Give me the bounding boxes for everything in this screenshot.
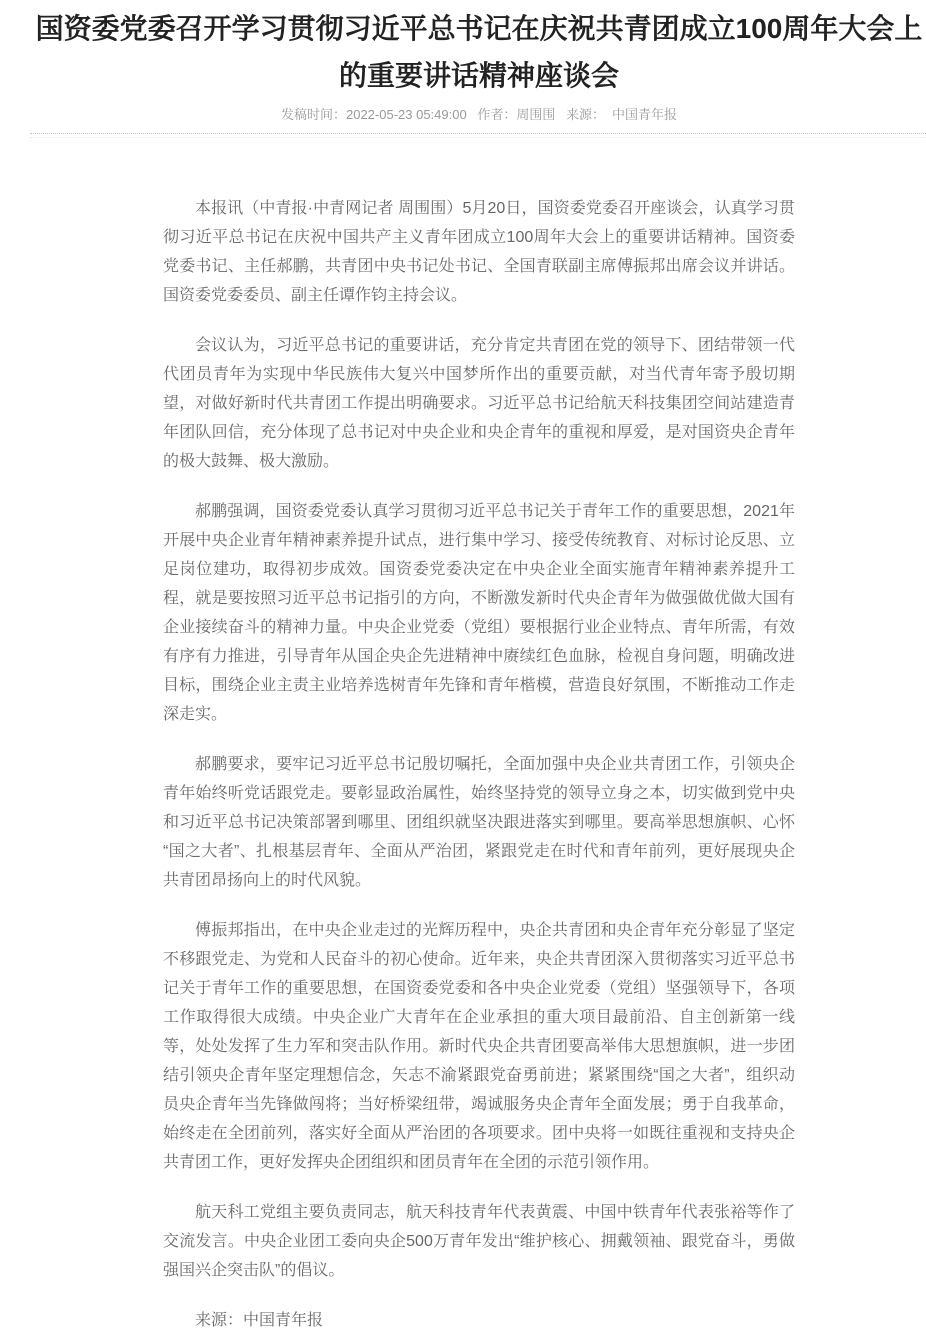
publish-time-label: 发稿时间： <box>280 107 346 122</box>
author-value: 周围围 <box>516 107 556 122</box>
article-paragraph: 郝鹏强调，国资委党委认真学习贯彻习近平总书记关于青年工作的重要思想，2021年开展中央企业青年精神素养提升试点，进行集中学习、接受传统教育、对标讨论反思、立足岗位建功，取得初步成效。国资委党委决定在中央企业全面实施青年精神素养提升工程，就是要按照习近平总书记指引的方向，不断激发新时代央企青年为做强做优做大国有企业接续奋斗的精神力量。中央企业党委（党组）要根据行业企业特点、青年所需，有效有序有力推进，引导青年从国企央企先进精神中赓续红色血脉，检视自身问题，明确改进目标，围绕企业主责主业培养选树青年先锋和青年楷模，营造良好氛围，不断推动工作走深走实。 <box>163 503 795 723</box>
article-page <box>30 0 926 1335</box>
article-paragraph: 郝鹏要求，要牢记习近平总书记殷切嘱托，全面加强中央企业共青团工作，引领央企青年始终听党话跟党走。要彰显政治属性，始终坚持党的领导立身之本，切实做到党中央和习近平总书记决策部署到哪里、团组织就坚决跟进落实到哪里。要高举思想旗帜、心怀“国之大者”、扎根基层青年、全面从严治团，紧跟党走在时代和青年前列，更好展现央企共青团昂扬向上的时代风貌。 <box>163 756 795 889</box>
article-body <box>163 194 795 1285</box>
article-content <box>30 194 926 1335</box>
article-title: 国资委党委召开学习贯彻习近平总书记在庆祝共青团成立100周年大会上的重要讲话精神座谈会 <box>35 13 923 91</box>
article-meta-bar <box>30 106 926 124</box>
article-paragraph: 傅振邦指出，在中央企业走过的光辉历程中，央企共青团和央企青年充分彰显了坚定不移跟党走、为党和人民奋斗的初心使命。近年来，央企共青团深入贯彻落实习近平总书记关于青年工作的重要思想，在国资委党委和各中央企业党委（党组）坚强领导下，各项工作取得很大成绩。中央企业广大青年在企业承担的重大项目最前沿、自主创新第一线等，处处发挥了生力军和突击队作用。新时代央企共青团要高举伟大思想旗帜，进一步团结引领央企青年坚定理想信念，矢志不渝紧跟党奋勇前进；紧紧围绕“国之大者”，组织动员央企青年当先锋做闯将；当好桥梁纽带，竭诚服务央企青年全面发展；勇于自我革命，始终走在全团前列，落实好全面从严治团的各项要求。团中央将一如既往重视和支持央企共青团工作，更好发挥央企团组织和团员青年在全团的示范引领作用。 <box>163 922 795 1171</box>
article-paragraph: 航天科工党组主要负责同志，航天科技青年代表黄震、中国中铁青年代表张裕等作了交流发言。中央企业团工委向央企500万青年发出“维护核心、拥戴领袖、跟党奋斗，勇做强国兴企突击队”的倡议。 <box>163 1204 795 1279</box>
article-paragraph: 会议认为，习近平总书记的重要讲话，充分肯定共青团在党的领导下、团结带领一代代团员青年为实现中华民族伟大复兴中国梦所作出的重要贡献，对当代青年寄予殷切期望，对做好新时代共青团工作提出明确要求。习近平总书记给航天科技集团空间站建造青年团队回信，充分体现了总书记对中央企业和央企青年的重视和厚爱，是对国资央企青年的极大鼓舞、极大激励。 <box>163 337 795 470</box>
author-label: 作者： <box>477 107 517 122</box>
dotted-divider <box>30 133 926 138</box>
footer-source-line: 来源：中国青年报 <box>195 1312 324 1329</box>
source-label: 来源： <box>565 107 605 122</box>
source-value: 中国青年报 <box>612 107 678 122</box>
publish-time-value: 2022-05-23 05:49:00 <box>345 107 467 122</box>
article-paragraph: 本报讯（中青报·中青网记者 周围围）5月20日，国资委党委召开座谈会，认真学习贯彻习近平总书记在庆祝中国共产主义青年团成立100周年大会上的重要讲话精神。国资委党委书记、主任郝鹏，共青团中央书记处书记、全国青联副主席傅振邦出席会议并讲话。国资委党委委员、副主任谭作钧主持会议。 <box>163 200 795 304</box>
